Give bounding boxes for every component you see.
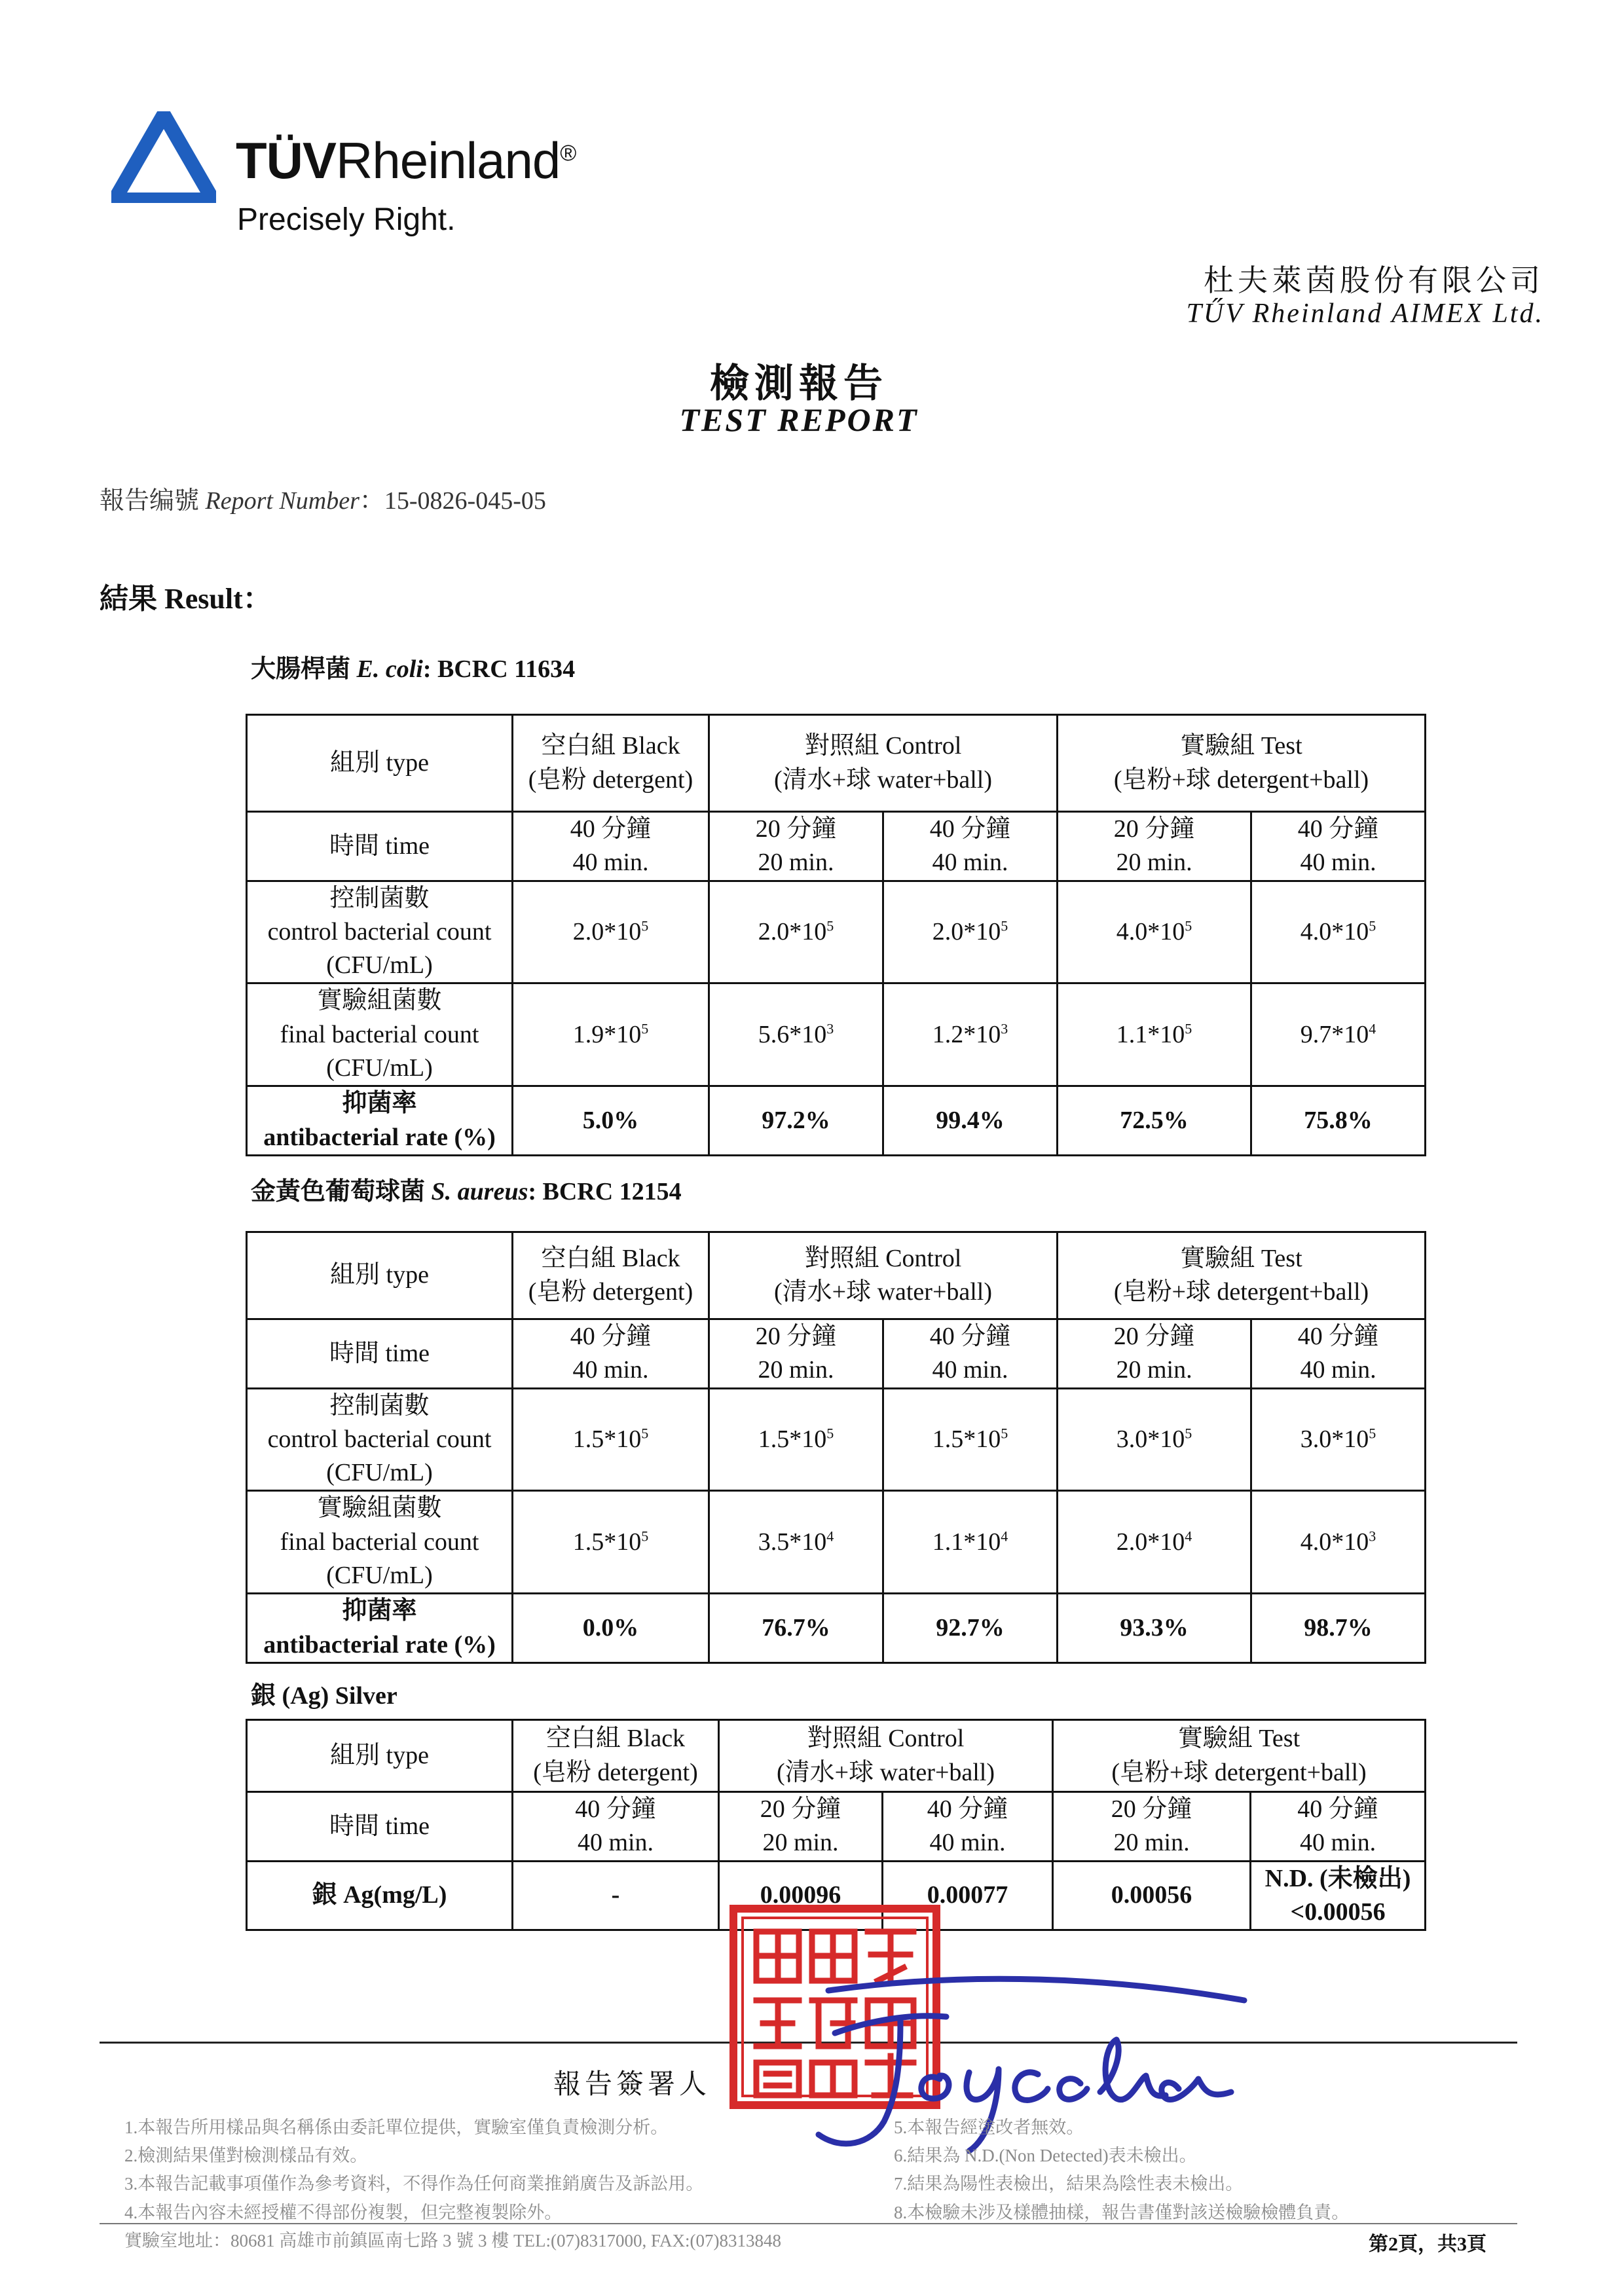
count-cell: $4.0*10^3$	[1251, 1491, 1426, 1594]
table-row	[247, 1319, 1426, 1389]
silver-caption: 銀 (Ag) Silver	[251, 1682, 397, 1710]
report-title-en: TEST REPORT	[679, 401, 919, 438]
time-label-cell: 時間 time	[247, 1319, 513, 1389]
ecoli-caption-zh: 大腸桿菌	[251, 655, 351, 683]
time-label-cell: 時間 time	[247, 1792, 513, 1862]
table-row	[247, 881, 1426, 983]
time-cell: 20 分鐘 20 min.	[1058, 1319, 1251, 1389]
rate-label-cell: 抑菌率 antibacterial rate (%)	[247, 1086, 513, 1156]
count-cell: $5.6*10^3$	[709, 983, 883, 1086]
ecoli-caption	[251, 648, 575, 684]
rate-cell: 92.7%	[883, 1594, 1058, 1663]
silver-label-cell: 銀 Ag(mg/L)	[247, 1861, 513, 1930]
control-count-label-cell: 控制菌數 control bacterial count (CFU/mL)	[247, 1388, 513, 1491]
ecoli-result-table	[246, 714, 1426, 1156]
silver-value-cell: -	[513, 1861, 719, 1930]
note-item: 8.本檢驗未涉及樣體抽樣，報告書僅對該送檢驗檢體負責。	[894, 2202, 1350, 2222]
table-row	[247, 1594, 1426, 1663]
notes-right	[894, 2114, 1349, 2227]
notes-left	[124, 2114, 703, 2227]
note-item: 3.本報告記載事項僅作為參考資料，不得作為任何商業推銷廣告及訴訟用。	[124, 2174, 704, 2194]
report-number-label-en: Report Number	[205, 487, 360, 515]
test-header-cell: 實驗組 Test (皂粉+球 detergent+ball)	[1058, 1232, 1426, 1319]
time-cell: 40 分鐘 40 min.	[883, 1792, 1053, 1862]
table-row	[247, 1232, 1426, 1319]
brand-bold: TÜV	[236, 132, 336, 189]
table-row	[247, 1491, 1426, 1594]
silver-value-cell: 0.00077	[883, 1861, 1053, 1930]
count-cell: $1.5*10^5$	[513, 1491, 709, 1594]
count-cell: $3.5*10^4$	[709, 1491, 883, 1594]
registered-mark: ®	[560, 141, 576, 166]
table-row	[247, 1720, 1426, 1792]
black-header-cell: 空白組 Black (皂粉 detergent)	[513, 1232, 709, 1319]
brand-light: Rheinland	[336, 132, 561, 189]
brand-tagline: Precisely Right.	[237, 202, 456, 237]
time-cell: 40 分鐘 40 min.	[1251, 812, 1426, 881]
rate-label-cell: 抑菌率 antibacterial rate (%)	[247, 1594, 513, 1663]
report-number	[100, 480, 546, 516]
time-label-cell: 時間 time	[247, 812, 513, 881]
count-cell: $4.0*10^5$	[1058, 881, 1251, 983]
brand-name	[236, 131, 576, 191]
black-header-cell: 空白組 Black (皂粉 detergent)	[513, 715, 709, 812]
time-cell: 40 分鐘 40 min.	[1251, 1792, 1426, 1862]
count-cell: $1.1*10^4$	[883, 1491, 1058, 1594]
note-item: 1.本報告所用樣品與名稱係由委託單位提供，實驗室僅負責檢測分析。	[124, 2118, 669, 2137]
final-count-label-cell: 實驗組菌數 final bacterial count (CFU/mL)	[247, 1491, 513, 1594]
time-cell: 40 分鐘 40 min.	[513, 812, 709, 881]
control-count-label-cell: 控制菌數 control bacterial count (CFU/mL)	[247, 881, 513, 983]
control-header-cell: 對照組 Control (清水+球 water+ball)	[719, 1720, 1053, 1792]
silver-result-table	[246, 1719, 1426, 1931]
count-cell: $2.0*10^5$	[513, 881, 709, 983]
type-label-cell: 組別 type	[247, 1232, 513, 1319]
table-row	[247, 1388, 1426, 1491]
count-cell: $2.0*10^5$	[709, 881, 883, 983]
count-cell: $1.5*10^5$	[513, 1388, 709, 1491]
rate-cell: 99.4%	[883, 1086, 1058, 1156]
table-row	[247, 983, 1426, 1086]
saureus-caption-zh: 金黃色葡萄球菌	[251, 1178, 426, 1205]
table-row	[247, 1792, 1426, 1862]
time-cell: 40 分鐘 40 min.	[883, 812, 1058, 881]
report-number-sep: ：	[359, 487, 384, 515]
count-cell: $1.1*10^5$	[1058, 983, 1251, 1086]
time-cell: 40 分鐘 40 min.	[1251, 1319, 1426, 1389]
company-name-zh: 杜夫萊茵股份有限公司	[1204, 264, 1544, 297]
count-cell: $1.9*10^5$	[513, 983, 709, 1086]
count-cell: $2.0*10^4$	[1058, 1491, 1251, 1594]
test-header-cell: 實驗組 Test (皂粉+球 detergent+ball)	[1058, 715, 1426, 812]
rate-cell: 97.2%	[709, 1086, 883, 1156]
silver-value-cell: 0.00056	[1053, 1861, 1251, 1930]
black-header-cell: 空白組 Black (皂粉 detergent)	[513, 1720, 719, 1792]
saureus-result-table	[246, 1231, 1426, 1664]
rate-cell: 75.8%	[1251, 1086, 1426, 1156]
signatory-label: 報告簽署人	[553, 2070, 711, 2100]
table-row	[247, 812, 1426, 881]
saureus-caption-species: S. aureus	[431, 1178, 528, 1205]
count-cell: $1.2*10^3$	[883, 983, 1058, 1086]
control-header-cell: 對照組 Control (清水+球 water+ball)	[709, 1232, 1058, 1319]
type-label-cell: 組別 type	[247, 715, 513, 812]
time-cell: 40 分鐘 40 min.	[883, 1319, 1058, 1389]
time-cell: 20 分鐘 20 min.	[1053, 1792, 1251, 1862]
report-number-value: 15-0826-045-05	[384, 487, 546, 515]
note-item: 6.結果為 N.D.(Non Detected)表未檢出。	[894, 2146, 1197, 2166]
count-cell: $1.5*10^5$	[709, 1388, 883, 1491]
table-row	[247, 1086, 1426, 1156]
count-cell: $3.0*10^5$	[1251, 1388, 1426, 1491]
note-item: 5.本報告經塗改者無效。	[894, 2118, 1084, 2137]
rate-cell: 5.0%	[513, 1086, 709, 1156]
silver-value-cell: N.D. (未檢出) <0.00056	[1251, 1861, 1426, 1930]
note-item: 4.本報告內容未經授權不得部份複製，但完整複製除外。	[124, 2202, 563, 2222]
count-cell: $9.7*10^4$	[1251, 983, 1426, 1086]
count-cell: $2.0*10^5$	[883, 881, 1058, 983]
note-item: 7.結果為陽性表檢出，結果為陰性表未檢出。	[894, 2174, 1244, 2194]
time-cell: 20 分鐘 20 min.	[1058, 812, 1251, 881]
saureus-caption	[251, 1171, 682, 1207]
note-item: 2.檢測結果僅對檢測樣品有效。	[124, 2146, 368, 2166]
time-cell: 20 分鐘 20 min.	[709, 1319, 883, 1389]
table-row	[247, 715, 1426, 812]
result-heading: 結果 Result：	[100, 583, 272, 615]
tuv-triangle-logo	[111, 111, 216, 203]
page-number: 第2頁，共3頁	[1369, 2233, 1486, 2255]
type-label-cell: 組別 type	[247, 1720, 513, 1792]
report-title-zh: 檢測報告	[710, 362, 888, 405]
time-cell: 20 分鐘 20 min.	[709, 812, 883, 881]
count-cell: $3.0*10^5$	[1058, 1388, 1251, 1491]
rate-cell: 76.7%	[709, 1594, 883, 1663]
footer-divider	[100, 2223, 1517, 2224]
control-header-cell: 對照組 Control (清水+球 water+ball)	[709, 715, 1058, 812]
rate-cell: 93.3%	[1058, 1594, 1251, 1663]
company-name-en: TŰV Rheinland AIMEX Ltd.	[1186, 299, 1544, 329]
time-cell: 40 分鐘 40 min.	[513, 1319, 709, 1389]
rate-cell: 72.5%	[1058, 1086, 1251, 1156]
time-cell: 40 分鐘 40 min.	[513, 1792, 719, 1862]
count-cell: $1.5*10^5$	[883, 1388, 1058, 1491]
rate-cell: 0.0%	[513, 1594, 709, 1663]
ecoli-caption-species: E. coli	[356, 655, 423, 683]
ecoli-caption-strain: : BCRC 11634	[422, 655, 576, 683]
rate-cell: 98.7%	[1251, 1594, 1426, 1663]
count-cell: $4.0*10^5$	[1251, 881, 1426, 983]
saureus-caption-strain: : BCRC 12154	[528, 1178, 682, 1205]
report-number-label-zh: 報告编號	[100, 487, 200, 515]
silver-value-cell: 0.00096	[719, 1861, 883, 1930]
final-count-label-cell: 實驗組菌數 final bacterial count (CFU/mL)	[247, 983, 513, 1086]
lab-address: 實驗室地址：80681 高雄市前鎮區南七路 3 號 3 樓 TEL:(07)8317000, FAX:(07)8313848	[124, 2231, 781, 2250]
time-cell: 20 分鐘 20 min.	[719, 1792, 883, 1862]
test-header-cell: 實驗組 Test (皂粉+球 detergent+ball)	[1053, 1720, 1426, 1792]
